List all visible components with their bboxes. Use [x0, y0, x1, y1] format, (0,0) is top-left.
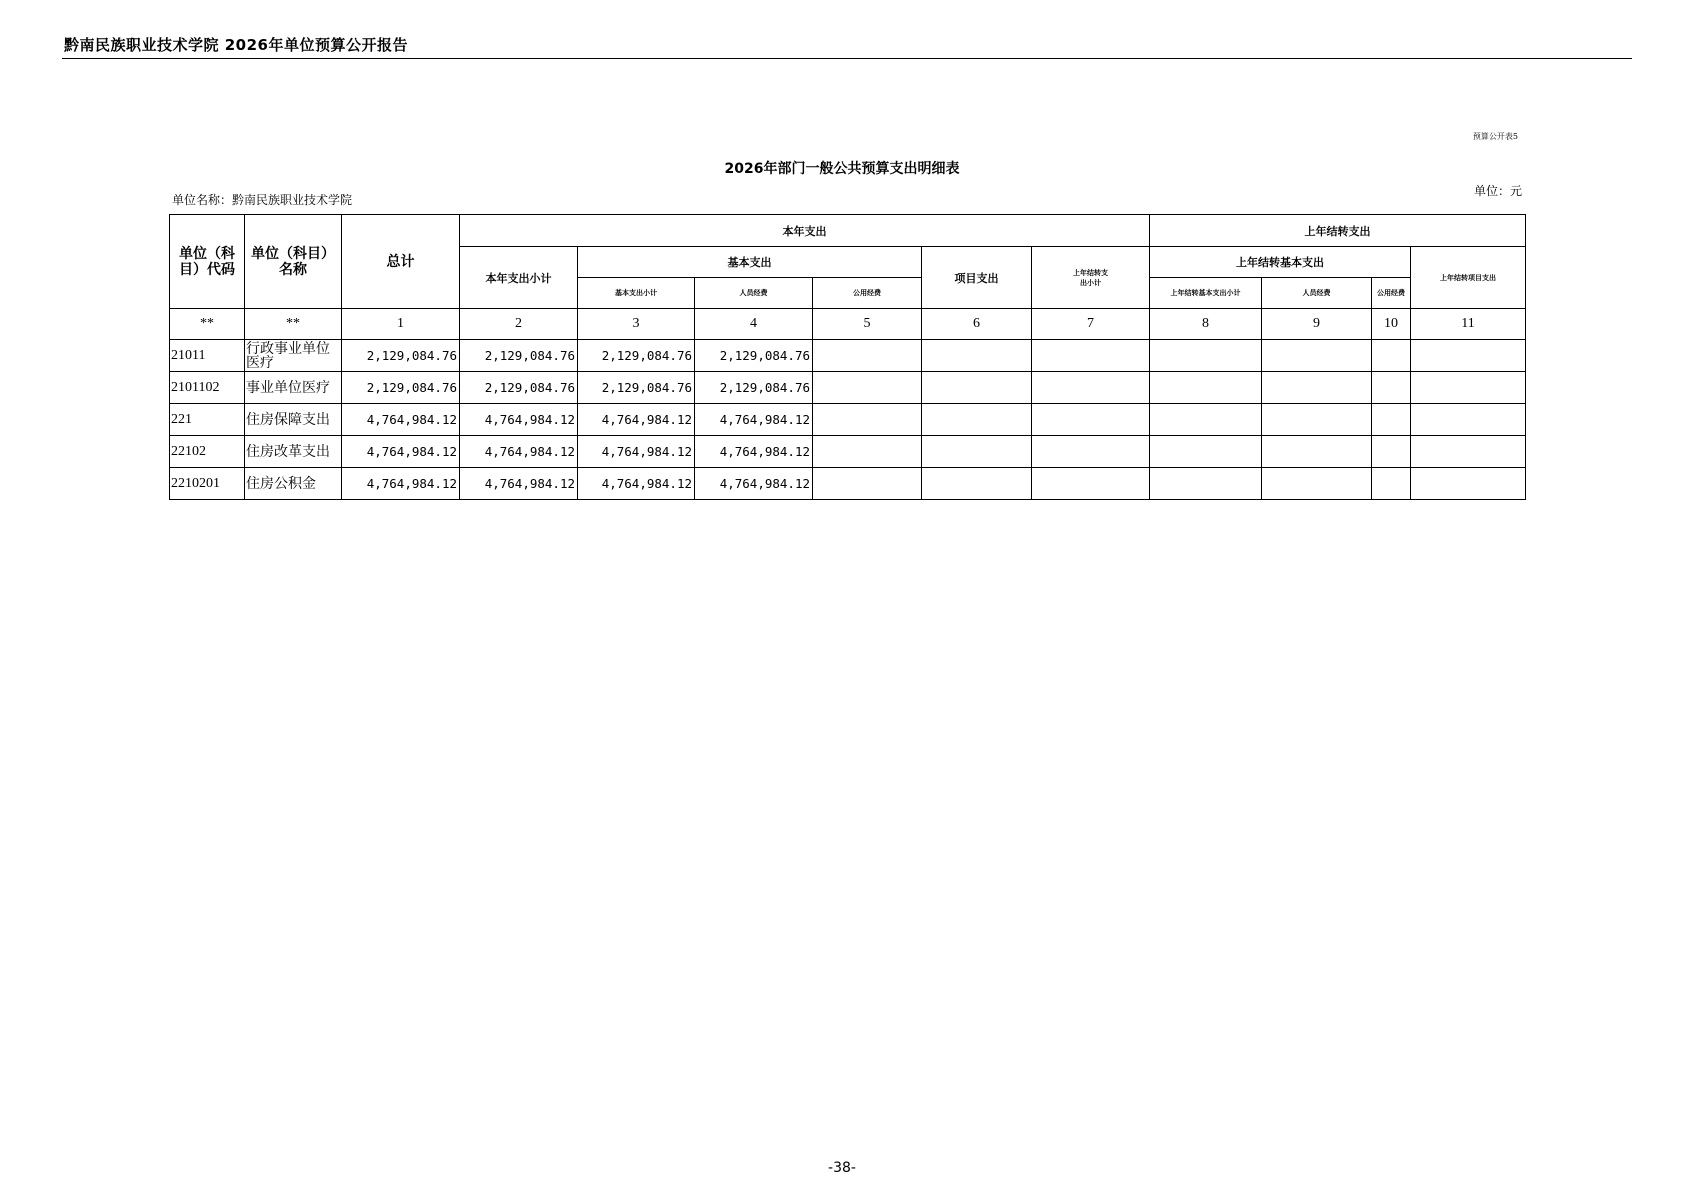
header-code: 单位（科目）代码	[170, 215, 245, 309]
row-value-5	[813, 404, 922, 436]
currency-unit: 单位：元	[1473, 184, 1522, 198]
row-value-3: 2,129,084.76	[578, 340, 695, 372]
row-value-5	[813, 340, 922, 372]
row-value-4: 4,764,984.12	[695, 404, 813, 436]
column-number-cell: 7	[1032, 309, 1150, 340]
header-current-year: 本年支出	[460, 215, 1150, 247]
header-basic: 基本支出	[578, 247, 922, 278]
row-value-11	[1411, 340, 1526, 372]
row-value-6	[922, 468, 1032, 500]
header-total: 总计	[342, 215, 460, 309]
row-value-1: 4,764,984.12	[342, 468, 460, 500]
row-value-9	[1262, 404, 1372, 436]
header-current-subtotal: 本年支出小计	[460, 247, 578, 309]
row-value-10	[1372, 468, 1411, 500]
header-prior-subtotal	[1032, 247, 1150, 309]
row-value-1: 2,129,084.76	[342, 340, 460, 372]
row-value-8	[1150, 372, 1262, 404]
row-code: 2101102	[170, 372, 245, 404]
column-number-cell: 3	[578, 309, 695, 340]
header-prior-basic: 上年结转基本支出	[1150, 247, 1411, 278]
row-value-6	[922, 372, 1032, 404]
row-name: 住房公积金	[245, 468, 342, 500]
table-row	[170, 340, 1526, 372]
row-value-2: 4,764,984.12	[460, 468, 578, 500]
row-value-9	[1262, 340, 1372, 372]
row-value-2: 4,764,984.12	[460, 436, 578, 468]
row-code: 2210201	[170, 468, 245, 500]
header-prior-public: 公用经费	[1372, 278, 1411, 309]
header-prior-year: 上年结转支出	[1150, 215, 1526, 247]
row-name: 住房保障支出	[245, 404, 342, 436]
column-number-cell: 1	[342, 309, 460, 340]
column-number-cell: 5	[813, 309, 922, 340]
form-number: 预算公开表5	[1472, 132, 1518, 141]
table-row	[170, 468, 1526, 500]
row-name: 事业单位医疗	[245, 372, 342, 404]
header-project: 项目支出	[922, 247, 1032, 309]
row-value-10	[1372, 436, 1411, 468]
row-value-2: 2,129,084.76	[460, 340, 578, 372]
page-number: -38-	[828, 1160, 856, 1176]
document-title: 2026年部门一般公共预算支出明细表	[724, 161, 960, 177]
row-value-11	[1411, 436, 1526, 468]
row-value-7	[1032, 404, 1150, 436]
column-number-cell: **	[170, 309, 245, 340]
row-value-5	[813, 436, 922, 468]
row-value-9	[1262, 468, 1372, 500]
table-body	[170, 340, 1526, 500]
header-basic-subtotal: 基本支出小计	[578, 278, 695, 309]
row-value-7	[1032, 340, 1150, 372]
row-value-3: 4,764,984.12	[578, 404, 695, 436]
header-name: 单位（科目）名称	[245, 215, 342, 309]
table-row	[170, 372, 1526, 404]
row-value-1: 4,764,984.12	[342, 404, 460, 436]
header-prior-subtotal-text: 上年结转支出小计	[1073, 268, 1108, 287]
row-value-11	[1411, 404, 1526, 436]
row-name: 行政事业单位医疗	[245, 340, 342, 372]
row-value-2: 2,129,084.76	[460, 372, 578, 404]
header-prior-personnel: 人员经费	[1262, 278, 1372, 309]
row-code: 21011	[170, 340, 245, 372]
column-number-cell: 11	[1411, 309, 1526, 340]
row-value-4: 2,129,084.76	[695, 372, 813, 404]
row-value-3: 4,764,984.12	[578, 436, 695, 468]
row-value-1: 4,764,984.12	[342, 436, 460, 468]
column-number-cell: 6	[922, 309, 1032, 340]
row-value-6	[922, 404, 1032, 436]
header-public: 公用经费	[813, 278, 922, 309]
column-number-row	[170, 309, 1526, 340]
row-value-6	[922, 340, 1032, 372]
row-value-8	[1150, 468, 1262, 500]
unit-name: 单位名称：黔南民族职业技术学院	[172, 193, 353, 207]
header-prior-basic-subtotal: 上年结转基本支出小计	[1150, 278, 1262, 309]
row-value-7	[1032, 372, 1150, 404]
page-header-title: 黔南民族职业技术学院 2026年单位预算公开报告	[64, 36, 408, 54]
row-value-7	[1032, 436, 1150, 468]
row-value-9	[1262, 436, 1372, 468]
column-number-cell: 2	[460, 309, 578, 340]
table-row	[170, 436, 1526, 468]
row-value-7	[1032, 468, 1150, 500]
row-value-8	[1150, 436, 1262, 468]
row-value-10	[1372, 372, 1411, 404]
row-code: 221	[170, 404, 245, 436]
row-value-10	[1372, 340, 1411, 372]
row-value-4: 2,129,084.76	[695, 340, 813, 372]
column-number-cell: **	[245, 309, 342, 340]
header-divider	[62, 58, 1632, 59]
row-value-8	[1150, 340, 1262, 372]
row-value-8	[1150, 404, 1262, 436]
row-value-2: 4,764,984.12	[460, 404, 578, 436]
table-row	[170, 404, 1526, 436]
row-value-5	[813, 372, 922, 404]
row-value-3: 2,129,084.76	[578, 372, 695, 404]
header-personnel: 人员经费	[695, 278, 813, 309]
row-value-6	[922, 436, 1032, 468]
header-prior-project: 上年结转项目支出	[1411, 247, 1526, 309]
row-code: 22102	[170, 436, 245, 468]
column-number-cell: 9	[1262, 309, 1372, 340]
row-value-11	[1411, 468, 1526, 500]
row-value-9	[1262, 372, 1372, 404]
row-value-11	[1411, 372, 1526, 404]
row-name: 住房改革支出	[245, 436, 342, 468]
row-value-3: 4,764,984.12	[578, 468, 695, 500]
row-value-4: 4,764,984.12	[695, 436, 813, 468]
column-number-cell: 8	[1150, 309, 1262, 340]
row-value-10	[1372, 404, 1411, 436]
row-value-4: 4,764,984.12	[695, 468, 813, 500]
row-value-5	[813, 468, 922, 500]
row-value-1: 2,129,084.76	[342, 372, 460, 404]
column-number-cell: 10	[1372, 309, 1411, 340]
budget-detail-table	[169, 214, 1526, 500]
column-number-cell: 4	[695, 309, 813, 340]
